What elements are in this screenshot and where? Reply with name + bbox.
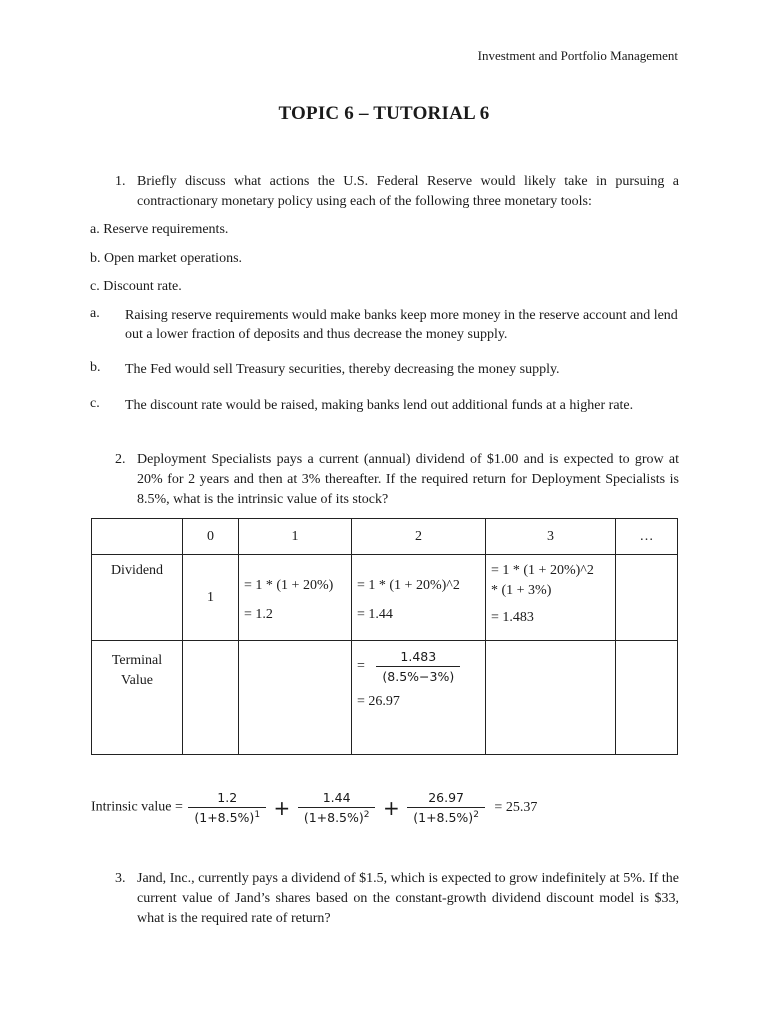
- dividend-y3-formula-a: = 1 * (1 + 20%)^2: [491, 563, 594, 578]
- dividend-y2-formula: = 1 * (1 + 20%)^2: [357, 578, 460, 593]
- page-title: TOPIC 6 – TUTORIAL 6: [278, 103, 490, 124]
- answer-c-text: The discount rate would be raised, making banks lend out additional funds at a higher rate.: [125, 398, 634, 413]
- tool-discount-rate: c. Discount rate.: [90, 279, 182, 294]
- terminal-y2: [352, 641, 486, 755]
- dividend-y3: [486, 555, 616, 641]
- table-header-row: [92, 519, 678, 555]
- dividend-label: Dividend: [92, 555, 183, 641]
- intrinsic-term-3-num: 26.97: [407, 790, 485, 808]
- intrinsic-term-1-base: (1+8.5%): [194, 810, 255, 826]
- dividend-y0: 1: [183, 555, 239, 641]
- terminal-label-line-1: Terminal: [111, 653, 163, 668]
- intrinsic-term-1-den: [188, 808, 266, 825]
- header-year-0: 0: [183, 519, 239, 555]
- header-ellipsis: …: [616, 519, 678, 555]
- terminal-eq: =: [357, 658, 365, 674]
- intrinsic-term-3-exp: 2: [473, 810, 479, 820]
- dividend-table: [91, 518, 678, 755]
- dividend-y2: [352, 555, 486, 641]
- dividend-y3-formula-b: * (1 + 3%): [491, 583, 552, 598]
- dividend-y2-value: = 1.44: [357, 607, 393, 622]
- question-3-text: Jand, Inc., currently pays a dividend of $1.5, which is expected to grow indefinitely at 5%. If the current value of Jand’s shares based on the constant-growth dividend discount model is $33, what is the required rate of return?: [137, 871, 679, 926]
- intrinsic-term-1-num: 1.2: [188, 790, 266, 808]
- intrinsic-value-formula: [91, 790, 537, 825]
- dividend-y1: [239, 555, 352, 641]
- answer-b-text: The Fed would sell Treasury securities, thereby decreasing the money supply.: [125, 362, 560, 377]
- header-year-2: 2: [352, 519, 486, 555]
- answer-c-label: c.: [90, 396, 100, 411]
- intrinsic-term-2-exp: 2: [363, 810, 370, 820]
- dividend-y1-value: = 1.2: [244, 607, 273, 622]
- plus-sign-1: +: [273, 795, 291, 820]
- intrinsic-term-3: [407, 790, 485, 825]
- header-year-1: 1: [239, 519, 352, 555]
- intrinsic-label: Intrinsic value =: [91, 799, 183, 815]
- question-1-number: 1.: [115, 174, 126, 189]
- terminal-label-line-2: Value: [121, 673, 153, 688]
- question-2-number: 2.: [115, 452, 126, 467]
- running-header: Investment and Portfolio Management: [477, 48, 678, 63]
- terminal-fraction: [376, 649, 460, 684]
- intrinsic-term-1-exp: 1: [254, 810, 261, 820]
- header-year-3: 3: [486, 519, 616, 555]
- intrinsic-term-2-num: 1.44: [298, 790, 376, 808]
- answer-a-label: a.: [90, 306, 100, 321]
- question-1-text: Briefly discuss what actions the U.S. Federal Reserve would likely take in pursuing a contractionary monetary policy using each of the following three monetary tools:: [137, 174, 679, 209]
- intrinsic-term-1: [188, 790, 266, 825]
- dividend-row: [92, 555, 678, 641]
- terminal-denominator: (8.5%−3%): [382, 669, 455, 684]
- terminal-value: = 26.97: [357, 694, 400, 709]
- answer-a-text: Raising reserve requirements would make banks keep more money in the reserve account and lend out a lower fraction of deposits and thus decrease the money supply.: [125, 308, 678, 342]
- tool-open-market: b. Open market operations.: [90, 251, 243, 266]
- terminal-value-row: [92, 641, 678, 755]
- intrinsic-result: = 25.37: [494, 799, 538, 815]
- plus-sign-2: +: [382, 795, 400, 820]
- intrinsic-term-2-den: [298, 808, 376, 825]
- intrinsic-term-3-den: [407, 808, 485, 825]
- tool-reserve-requirements: a. Reserve requirements.: [90, 222, 229, 237]
- terminal-label: [92, 641, 183, 755]
- question-3-number: 3.: [115, 871, 126, 886]
- terminal-numerator: 1.483: [376, 649, 460, 667]
- question-2-text: Deployment Specialists pays a current (annual) dividend of $1.00 and is expected to grow at 20% for 2 years and then at 3% thereafter. If the required return for Deployment Specialists is 8.5%, what is the intrinsic value of its stock?: [137, 452, 679, 507]
- answer-b-label: b.: [90, 360, 101, 375]
- dividend-y3-value: = 1.483: [491, 610, 534, 625]
- dividend-y1-formula: = 1 * (1 + 20%): [244, 578, 334, 593]
- intrinsic-term-2: [298, 790, 376, 825]
- intrinsic-term-2-base: (1+8.5%): [303, 810, 364, 826]
- intrinsic-term-3-base: (1+8.5%): [413, 810, 474, 826]
